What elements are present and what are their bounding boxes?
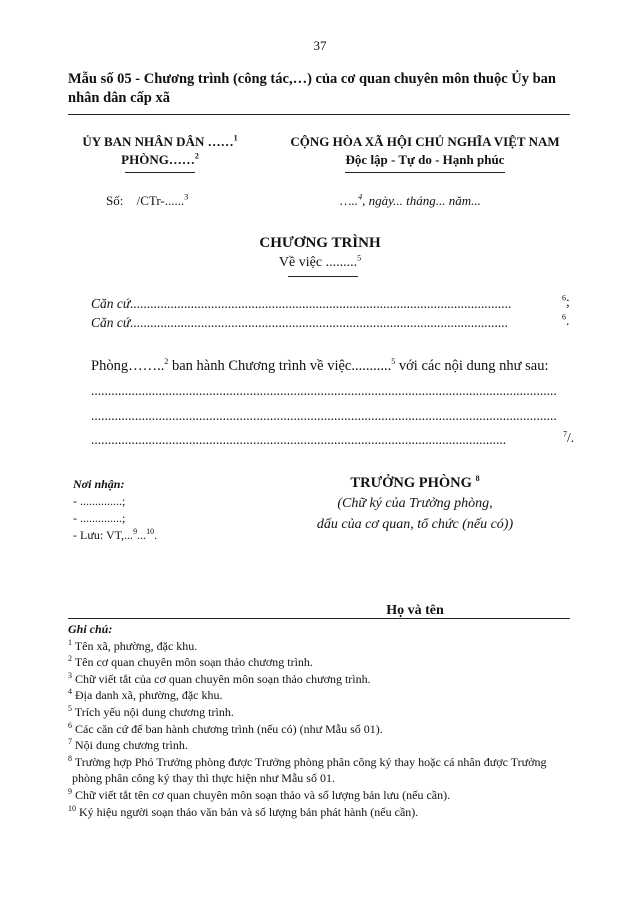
- dept-name: PHÒNG……: [121, 152, 195, 167]
- number-label: Số:: [106, 193, 124, 208]
- note-number: 9: [68, 786, 72, 796]
- dept-line: [60, 152, 260, 168]
- note-item: [68, 687, 588, 704]
- archive-end: .: [154, 528, 158, 542]
- recipients-title: Nơi nhận:: [73, 477, 125, 491]
- archive-note-1: 9: [133, 527, 138, 536]
- form-heading-line2: nhân dân cấp xã: [68, 90, 170, 106]
- archive-mid: ...: [137, 528, 147, 542]
- note-item: [68, 704, 588, 721]
- note-item: [68, 754, 588, 771]
- note-number: 7: [68, 737, 72, 747]
- note-item: [68, 721, 588, 738]
- number-code: /CTr-......: [136, 193, 185, 208]
- note-text: Nội dung chương trình.: [72, 738, 188, 753]
- archive-note-2: 10: [146, 527, 155, 536]
- body-part-2: ban hành Chương trình về việc...........: [168, 358, 392, 374]
- recipients-block: [73, 476, 157, 544]
- motto-underline: [345, 172, 505, 173]
- signature-instruction-2: dấu của cơ quan, tổ chức (nếu có)): [316, 517, 514, 532]
- note-item: [68, 671, 588, 688]
- number-note: 3: [184, 192, 189, 202]
- date-place: …..: [340, 193, 359, 208]
- recipient-line-2: - ..............;: [73, 511, 126, 525]
- basis-note-2: 6: [562, 312, 566, 322]
- note-text: Trích yếu nội dung chương trình.: [72, 704, 234, 719]
- org-line: [60, 134, 260, 150]
- signature-title-text: TRƯỞNG PHÒNG: [350, 475, 476, 491]
- body-paragraph: [91, 358, 549, 375]
- note-text: Tên xã, phường, đặc khu.: [72, 638, 198, 653]
- body-note-2: 5: [391, 357, 396, 367]
- note-number: 8: [68, 753, 72, 763]
- page-number: 37: [313, 38, 327, 53]
- content-line-2: ..........................................................................................................................................: [91, 408, 557, 423]
- notes-title: Ghi chú:: [68, 622, 113, 636]
- note-item: [68, 770, 588, 787]
- note-number: 1: [68, 637, 72, 647]
- body-part-1: Phòng……..: [91, 358, 165, 374]
- org-note: 1: [233, 133, 238, 143]
- note-number: 3: [68, 670, 72, 680]
- note-item: [68, 804, 588, 821]
- heading-divider: [68, 114, 570, 115]
- signature-title: [290, 475, 540, 492]
- basis-end-2: [562, 313, 569, 329]
- basis-punct-2: .: [566, 313, 570, 328]
- country-name: CỘNG HÒA XÃ HỘI CHỦ NGHĨA VIỆT NAM: [290, 134, 560, 149]
- dept-underline: [125, 172, 195, 173]
- signature-title-note: 8: [475, 474, 480, 484]
- basis-text-2: Căn cứ................................................................................................................: [91, 315, 509, 330]
- note-number: 2: [68, 654, 72, 664]
- doc-number: [106, 193, 188, 209]
- content-line-1: ..........................................................................................................................................: [91, 383, 557, 398]
- note-text: Các căn cứ để ban hành chương trình (nếu có) (như Mẫu số 01).: [72, 721, 383, 736]
- basis-end-1: [562, 294, 570, 310]
- note-number: 4: [68, 687, 72, 697]
- basis-line-1: [91, 293, 581, 312]
- note-text: Chữ viết tắt của cơ quan chuyên môn soạn thảo chương trình.: [72, 671, 371, 686]
- note-item: [68, 737, 588, 754]
- org-name: ỦY BAN NHÂN DÂN ……: [82, 134, 234, 149]
- date-text: , ngày... tháng... năm...: [362, 193, 481, 208]
- subtitle-underline: [288, 276, 358, 277]
- note-number: 5: [68, 703, 72, 713]
- note-item: [68, 638, 588, 655]
- note-text: Tên cơ quan chuyên môn soạn thảo chương trình.: [72, 655, 313, 670]
- note-text: Chữ viết tắt tên cơ quan chuyên môn soạn thảo và số lượng bản lưu (nếu cần).: [72, 787, 451, 802]
- note-text: phòng phân công ký thay thì thực hiện như Mẫu số 01.: [72, 771, 335, 786]
- basis-line-2: [91, 315, 561, 331]
- doc-title: CHƯƠNG TRÌNH: [259, 235, 381, 251]
- note-item: [68, 654, 588, 671]
- recipient-line-1: - ..............;: [73, 494, 126, 508]
- basis-note-1: 6: [562, 293, 566, 303]
- subtitle-text: Về việc .........: [278, 255, 358, 270]
- note-text: Trường hợp Phó Trưởng phòng được Trưởng phòng phân công ký thay hoặc cá nhân được Trưởng: [72, 754, 547, 769]
- form-heading: [68, 70, 556, 108]
- motto: Độc lập - Tự do - Hạnh phúc: [345, 152, 505, 167]
- note-text: Ký hiệu người soạn thảo văn bản và số lượng bản phát hành (nếu cần).: [76, 804, 419, 819]
- date-line: [340, 193, 481, 209]
- notes-block: [68, 621, 588, 820]
- note-number: 6: [68, 720, 72, 730]
- notes-list: [68, 638, 588, 821]
- recipient-archive-line: [73, 527, 157, 544]
- content-end: [563, 430, 574, 446]
- basis-text-1: Căn cứ.................................................................................................................: [91, 296, 512, 311]
- note-item: [68, 787, 588, 804]
- subtitle-note: 5: [357, 253, 362, 263]
- form-heading-line1: Mẫu số 05 - Chương trình (công tác,…) của cơ quan chuyên môn thuộc Ủy ban: [68, 71, 557, 87]
- content-line-3: ...........................................................................................................................: [91, 432, 507, 447]
- signer-name: Họ và tên: [386, 603, 444, 618]
- notes-divider: [68, 618, 570, 619]
- content-note: 7: [563, 429, 567, 439]
- note-number: 10: [68, 803, 76, 813]
- content-punct: /.: [567, 430, 575, 445]
- body-note-1: 2: [164, 357, 169, 367]
- date-note: 4: [358, 192, 363, 202]
- note-text: Địa danh xã, phường, đặc khu.: [72, 688, 223, 703]
- doc-subtitle: [0, 255, 640, 271]
- body-part-3: với các nội dung như sau:: [395, 358, 549, 374]
- basis-punct-1: ;: [566, 294, 570, 309]
- archive-text: - Lưu: VT,...: [73, 528, 134, 542]
- signature-instruction-1: (Chữ ký của Trưởng phòng,: [337, 496, 493, 511]
- dept-note: 2: [194, 151, 199, 161]
